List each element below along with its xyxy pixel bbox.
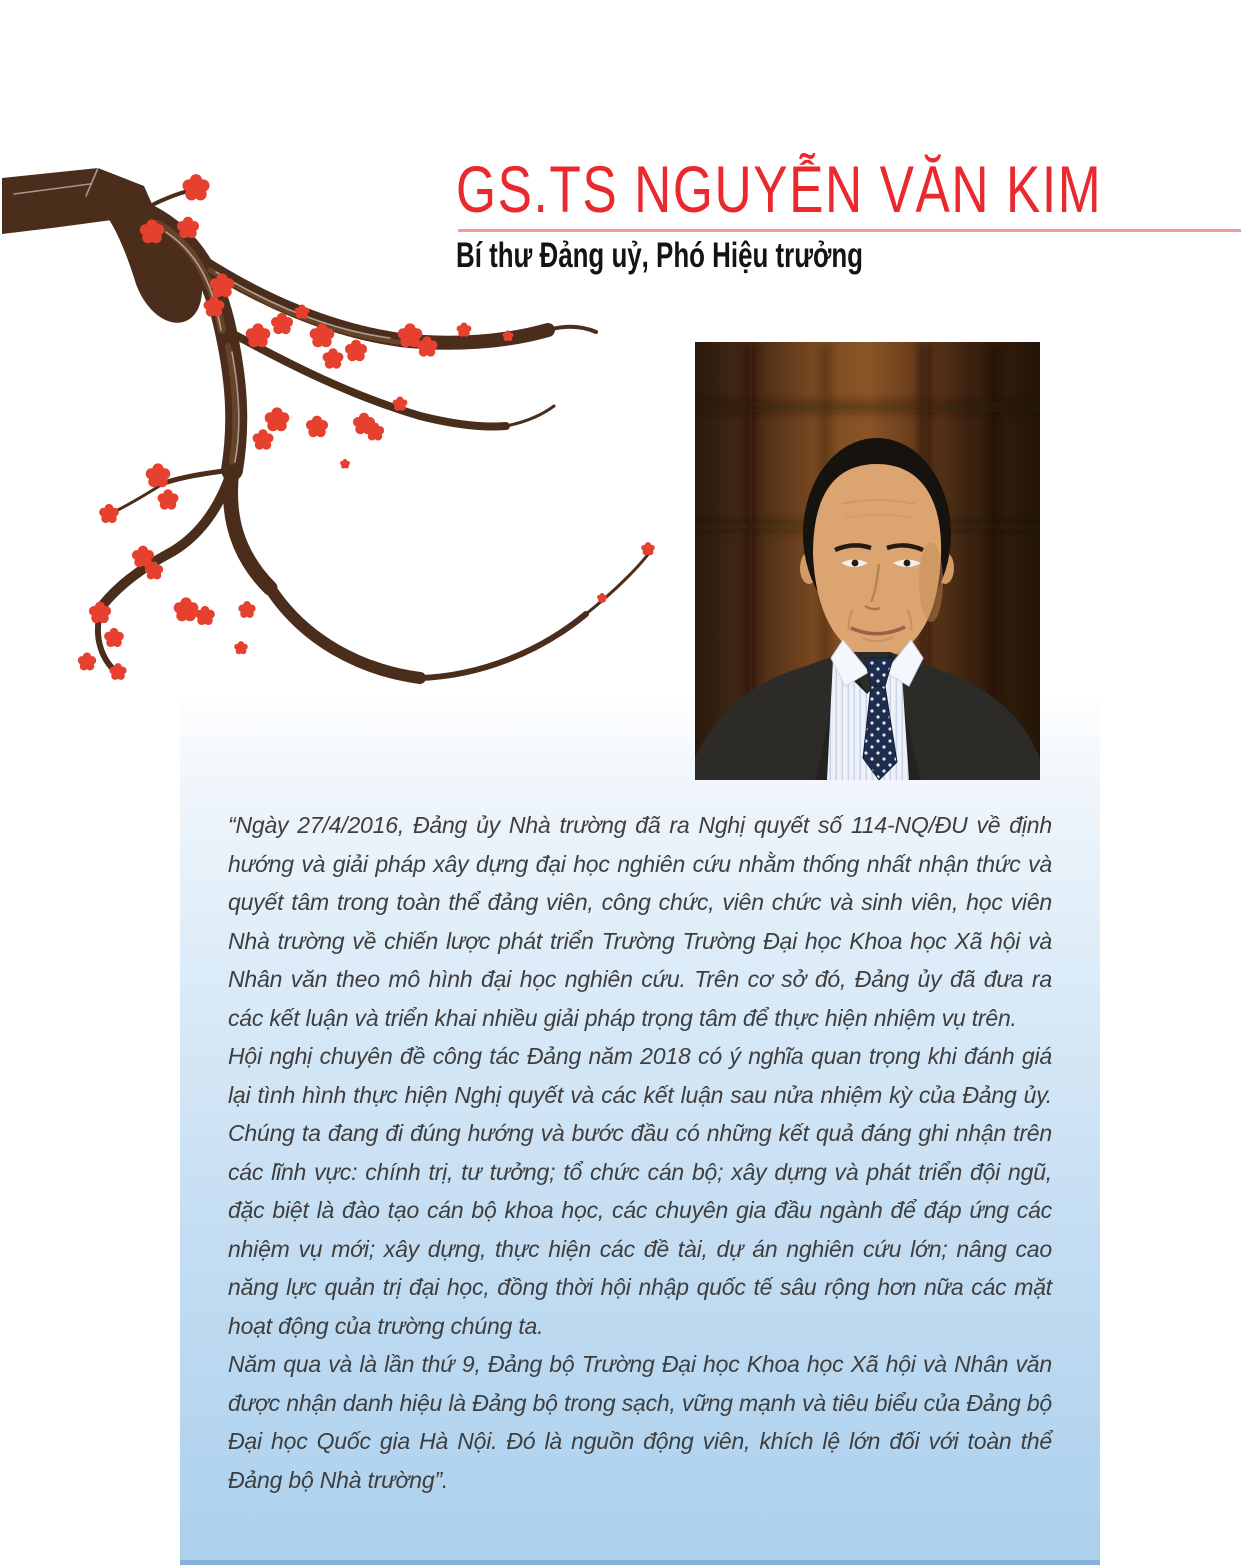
plum-blossom-illustration <box>0 140 680 755</box>
quote-paragraph: Hội nghị chuyên đề công tác Đảng năm 2018 có ý nghĩa quan trọng khi đánh giá lại tình hình thực hiện Nghị quyết và các kết luận sau nửa nhiệm kỳ của Đảng ủy. Chúng ta đang đi đúng hướng và bước đầu có những kết quả đáng ghi nhận trên các lĩnh vực: chính trị, tư tưởng; tổ chức cán bộ; xây dựng và phát triển đội ngũ, đặc biệt là đào tạo cán bộ khoa học, các chuyên gia đầu ngành để đáp ứng các nhiệm vụ mới; xây dựng, thực hiện các đề tài, dự án nghiên cứu lớn; nâng cao năng lực quản trị đại học, đồng thời hội nhập quốc tế sâu rộng hơn nữa các mặt hoạt động của trường chúng ta. <box>228 1043 1052 1339</box>
quote-text <box>228 806 1052 1499</box>
page-title: GS.TS NGUYỄN VĂN KIM <box>456 152 1103 226</box>
quote-paragraph: “Ngày 27/4/2016, Đảng ủy Nhà trường đã ra Nghị quyết số 114-NQ/ĐU về định hướng và giải pháp xây dựng đại học nghiên cứu nhằm thống nhất nhận thức và quyết tâm trong toàn thể đảng viên, công chức, viên chức và sinh viên, học viên Nhà trường về chiến lược phát triển Trường Trường Đại học Khoa học Xã hội và Nhân văn theo mô hình đại học nghiên cứu. Trên cơ sở đó, Đảng ủy đã đưa ra các kết luận và triển khai nhiều giải pháp trọng tâm để thực hiện nhiệm vụ trên. <box>228 812 1052 1031</box>
page-subtitle: Bí thư Đảng uỷ, Phó Hiệu trưởng <box>456 236 864 275</box>
portrait-photo <box>695 342 1040 780</box>
panel-bottom-edge <box>180 1560 1100 1565</box>
quote-paragraph: Năm qua và là lần thứ 9, Đảng bộ Trường Đại học Khoa học Xã hội và Nhân văn được nhận danh hiệu là Đảng bộ trong sạch, vững mạnh và tiêu biểu của Đảng bộ Đại học Quốc gia Hà Nội. Đó là nguồn động viên, khích lệ lớn đối với toàn thể Đảng bộ Nhà trường”. <box>228 1351 1052 1493</box>
